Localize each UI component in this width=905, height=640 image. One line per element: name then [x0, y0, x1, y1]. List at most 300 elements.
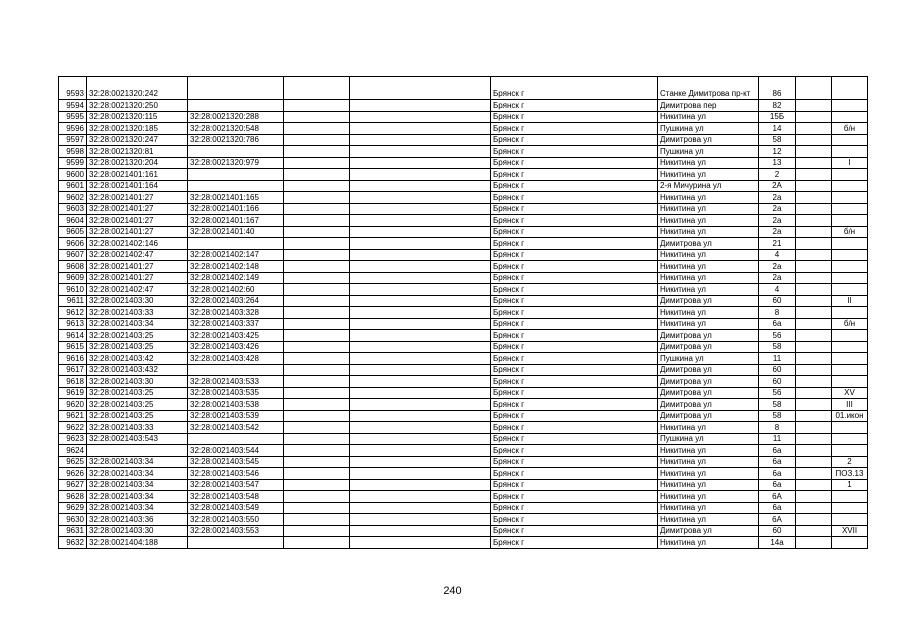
house-number-cell: 2а — [759, 192, 796, 204]
street-cell: Димитрова ул — [658, 330, 759, 342]
table-row — [59, 249, 868, 261]
house-number-cell: 60 — [759, 364, 796, 376]
empty-cell — [796, 468, 832, 480]
empty-cell — [350, 272, 491, 284]
street-cell: Никитина ул — [658, 502, 759, 514]
cadastral-number-secondary-cell: 32:28:0021403:542 — [188, 422, 284, 434]
cadastral-number-cell: 32:28:0021401:27 — [87, 203, 188, 215]
table-row — [59, 468, 868, 480]
empty-cell — [284, 387, 350, 399]
street-cell: Пушкина ул — [658, 123, 759, 135]
house-number-cell: 58 — [759, 341, 796, 353]
table-row — [59, 295, 868, 307]
table-row — [59, 479, 868, 491]
house-number-cell: 2А — [759, 180, 796, 192]
city-cell: Брянск г — [491, 410, 658, 422]
cadastral-number-cell: 32:28:0021401:164 — [87, 180, 188, 192]
empty-cell — [350, 456, 491, 468]
cadastral-number-secondary-cell: 32:28:0021401:165 — [188, 192, 284, 204]
table-row — [59, 514, 868, 526]
city-cell: Брянск г — [491, 502, 658, 514]
street-cell: Никитина ул — [658, 456, 759, 468]
table-row — [59, 272, 868, 284]
house-number-cell: 56 — [759, 330, 796, 342]
row-number-cell: 9599 — [59, 157, 87, 169]
premises-cell: XVII — [832, 525, 868, 537]
city-cell: Брянск г — [491, 123, 658, 135]
table-row — [59, 445, 868, 457]
street-cell: Димитрова ул — [658, 387, 759, 399]
cadastral-number-secondary-cell: 32:28:0021403:550 — [188, 514, 284, 526]
row-number-cell: 9616 — [59, 353, 87, 365]
empty-cell — [284, 341, 350, 353]
house-number-cell: 2а — [759, 272, 796, 284]
empty-cell — [350, 364, 491, 376]
street-cell: Никитина ул — [658, 318, 759, 330]
empty-cell — [350, 525, 491, 537]
premises-cell: II — [832, 295, 868, 307]
city-cell: Брянск г — [491, 433, 658, 445]
premises-cell — [832, 502, 868, 514]
empty-cell — [796, 525, 832, 537]
street-cell: Станке Димитрова пр-кт — [658, 77, 759, 100]
table-row — [59, 318, 868, 330]
cadastral-number-secondary-cell: 32:28:0021403:538 — [188, 399, 284, 411]
city-cell: Брянск г — [491, 341, 658, 353]
street-cell: Никитина ул — [658, 226, 759, 238]
cadastral-number-cell: 32:28:0021320:247 — [87, 134, 188, 146]
empty-cell — [284, 479, 350, 491]
house-number-cell: 56 — [759, 387, 796, 399]
city-cell: Брянск г — [491, 238, 658, 250]
table-body — [59, 77, 868, 549]
city-cell: Брянск г — [491, 445, 658, 457]
row-number-cell: 9605 — [59, 226, 87, 238]
city-cell: Брянск г — [491, 422, 658, 434]
house-number-cell: 2а — [759, 226, 796, 238]
city-cell: Брянск г — [491, 399, 658, 411]
empty-cell — [350, 192, 491, 204]
empty-cell — [796, 123, 832, 135]
cadastral-number-secondary-cell: 32:28:0021402:147 — [188, 249, 284, 261]
row-number-cell: 9608 — [59, 261, 87, 273]
premises-cell — [832, 146, 868, 158]
street-cell: Димитрова ул — [658, 376, 759, 388]
house-number-cell: 12 — [759, 146, 796, 158]
row-number-cell: 9601 — [59, 180, 87, 192]
house-number-cell: 8 — [759, 422, 796, 434]
street-cell: Димитрова ул — [658, 364, 759, 376]
table-row — [59, 399, 868, 411]
row-number-cell: 9606 — [59, 238, 87, 250]
house-number-cell: 6а — [759, 479, 796, 491]
empty-cell — [284, 284, 350, 296]
empty-cell — [284, 353, 350, 365]
empty-cell — [796, 514, 832, 526]
empty-cell — [350, 399, 491, 411]
table-row — [59, 226, 868, 238]
cadastral-number-cell: 32:28:0021402:47 — [87, 249, 188, 261]
empty-cell — [796, 203, 832, 215]
cadastral-number-secondary-cell — [188, 238, 284, 250]
cadastral-number-cell: 32:28:0021401:27 — [87, 192, 188, 204]
empty-cell — [796, 364, 832, 376]
empty-cell — [796, 146, 832, 158]
empty-cell — [796, 157, 832, 169]
empty-cell — [284, 399, 350, 411]
row-number-cell: 9622 — [59, 422, 87, 434]
empty-cell — [350, 330, 491, 342]
premises-cell — [832, 422, 868, 434]
city-cell: Брянск г — [491, 295, 658, 307]
empty-cell — [796, 111, 832, 123]
row-number-cell: 9596 — [59, 123, 87, 135]
house-number-cell: 58 — [759, 399, 796, 411]
empty-cell — [350, 491, 491, 503]
row-number-cell: 9627 — [59, 479, 87, 491]
city-cell: Брянск г — [491, 525, 658, 537]
house-number-cell: 60 — [759, 295, 796, 307]
empty-cell — [284, 364, 350, 376]
house-number-cell: 58 — [759, 134, 796, 146]
empty-cell — [796, 353, 832, 365]
cadastral-number-secondary-cell: 32:28:0021402:148 — [188, 261, 284, 273]
city-cell: Брянск г — [491, 146, 658, 158]
street-cell: Никитина ул — [658, 272, 759, 284]
cadastral-number-secondary-cell: 32:28:0021403:539 — [188, 410, 284, 422]
cadastral-number-secondary-cell: 32:28:0021403:337 — [188, 318, 284, 330]
cadastral-number-cell: 32:28:0021401:27 — [87, 226, 188, 238]
house-number-cell: 8 — [759, 307, 796, 319]
empty-cell — [796, 422, 832, 434]
row-number-cell: 9595 — [59, 111, 87, 123]
empty-cell — [284, 525, 350, 537]
table-row — [59, 341, 868, 353]
cadastral-number-cell: 32:28:0021320:204 — [87, 157, 188, 169]
empty-cell — [284, 249, 350, 261]
empty-cell — [796, 249, 832, 261]
house-number-cell: 11 — [759, 353, 796, 365]
cadastral-number-secondary-cell: 32:28:0021403:264 — [188, 295, 284, 307]
empty-cell — [284, 77, 350, 100]
cadastral-number-cell: 32:28:0021403:34 — [87, 491, 188, 503]
row-number-cell: 9619 — [59, 387, 87, 399]
cadastral-number-secondary-cell: 32:28:0021403:533 — [188, 376, 284, 388]
cadastral-number-cell: 32:28:0021403:543 — [87, 433, 188, 445]
cadastral-number-secondary-cell — [188, 364, 284, 376]
table-row — [59, 307, 868, 319]
row-number-cell: 9610 — [59, 284, 87, 296]
premises-cell — [832, 180, 868, 192]
house-number-cell: 15Б — [759, 111, 796, 123]
cadastral-number-cell: 32:28:0021402:47 — [87, 284, 188, 296]
empty-cell — [796, 100, 832, 112]
table-row — [59, 364, 868, 376]
empty-cell — [350, 157, 491, 169]
city-cell: Брянск г — [491, 468, 658, 480]
empty-cell — [350, 111, 491, 123]
empty-cell — [350, 341, 491, 353]
row-number-cell: 9617 — [59, 364, 87, 376]
premises-cell: 01.икон — [832, 410, 868, 422]
premises-cell: XV — [832, 387, 868, 399]
city-cell: Брянск г — [491, 318, 658, 330]
table-row — [59, 330, 868, 342]
empty-cell — [796, 192, 832, 204]
empty-cell — [796, 491, 832, 503]
cadastral-number-cell: 32:28:0021403:25 — [87, 387, 188, 399]
row-number-cell: 9623 — [59, 433, 87, 445]
street-cell: Димитрова пер — [658, 100, 759, 112]
street-cell: Никитина ул — [658, 514, 759, 526]
empty-cell — [796, 180, 832, 192]
row-number-cell: 9604 — [59, 215, 87, 227]
row-number-cell: 9625 — [59, 456, 87, 468]
table-row — [59, 215, 868, 227]
street-cell: Никитина ул — [658, 307, 759, 319]
house-number-cell: 2а — [759, 203, 796, 215]
cadastral-number-secondary-cell: 32:28:0021403:544 — [188, 445, 284, 457]
cadastral-number-cell: 32:28:0021401:27 — [87, 215, 188, 227]
row-number-cell: 9621 — [59, 410, 87, 422]
house-number-cell: 6а — [759, 445, 796, 457]
row-number-cell: 9615 — [59, 341, 87, 353]
premises-cell — [832, 77, 868, 100]
street-cell: Димитрова ул — [658, 399, 759, 411]
house-number-cell: 60 — [759, 376, 796, 388]
street-cell: Димитрова ул — [658, 341, 759, 353]
empty-cell — [796, 330, 832, 342]
premises-cell — [832, 445, 868, 457]
city-cell: Брянск г — [491, 284, 658, 296]
table-row — [59, 203, 868, 215]
city-cell: Брянск г — [491, 364, 658, 376]
house-number-cell: 6а — [759, 318, 796, 330]
city-cell: Брянск г — [491, 111, 658, 123]
city-cell: Брянск г — [491, 169, 658, 181]
premises-cell — [832, 169, 868, 181]
table-row — [59, 192, 868, 204]
property-register-table — [58, 76, 868, 549]
street-cell: Никитина ул — [658, 215, 759, 227]
row-number-cell: 9597 — [59, 134, 87, 146]
empty-cell — [796, 456, 832, 468]
table-row — [59, 100, 868, 112]
empty-cell — [350, 249, 491, 261]
empty-cell — [350, 180, 491, 192]
premises-cell — [832, 238, 868, 250]
row-number-cell: 9614 — [59, 330, 87, 342]
empty-cell — [350, 422, 491, 434]
table-row — [59, 353, 868, 365]
cadastral-number-secondary-cell: 32:28:0021403:535 — [188, 387, 284, 399]
city-cell: Брянск г — [491, 203, 658, 215]
street-cell: Никитина ул — [658, 468, 759, 480]
premises-cell — [832, 100, 868, 112]
cadastral-number-secondary-cell: 32:28:0021403:426 — [188, 341, 284, 353]
empty-cell — [796, 134, 832, 146]
row-number-cell: 9613 — [59, 318, 87, 330]
premises-cell — [832, 272, 868, 284]
premises-cell: б/н — [832, 123, 868, 135]
cadastral-number-cell: 32:28:0021403:432 — [87, 364, 188, 376]
table-row — [59, 123, 868, 135]
city-cell: Брянск г — [491, 261, 658, 273]
empty-cell — [350, 353, 491, 365]
cadastral-number-cell: 32:28:0021403:34 — [87, 468, 188, 480]
empty-cell — [350, 318, 491, 330]
street-cell: Димитрова ул — [658, 410, 759, 422]
city-cell: Брянск г — [491, 180, 658, 192]
row-number-cell: 9629 — [59, 502, 87, 514]
table-row — [59, 77, 868, 100]
empty-cell — [284, 433, 350, 445]
table-row — [59, 238, 868, 250]
row-number-cell: 9600 — [59, 169, 87, 181]
city-cell: Брянск г — [491, 387, 658, 399]
street-cell: Никитина ул — [658, 261, 759, 273]
street-cell: Димитрова ул — [658, 295, 759, 307]
empty-cell — [284, 111, 350, 123]
street-cell: Никитина ул — [658, 537, 759, 549]
cadastral-number-cell: 32:28:0021403:34 — [87, 502, 188, 514]
row-number-cell: 9630 — [59, 514, 87, 526]
row-number-cell: 9598 — [59, 146, 87, 158]
cadastral-number-secondary-cell — [188, 146, 284, 158]
empty-cell — [350, 77, 491, 100]
empty-cell — [350, 376, 491, 388]
table-row — [59, 111, 868, 123]
empty-cell — [796, 318, 832, 330]
empty-cell — [796, 502, 832, 514]
table-row — [59, 537, 868, 549]
table-row — [59, 157, 868, 169]
premises-cell: ПОЗ.13 — [832, 468, 868, 480]
cadastral-number-cell: 32:28:0021403:25 — [87, 341, 188, 353]
empty-cell — [796, 284, 832, 296]
empty-cell — [350, 169, 491, 181]
cadastral-number-secondary-cell — [188, 537, 284, 549]
empty-cell — [284, 180, 350, 192]
street-cell: Никитина ул — [658, 157, 759, 169]
premises-cell — [832, 307, 868, 319]
row-number-cell: 9603 — [59, 203, 87, 215]
city-cell: Брянск г — [491, 514, 658, 526]
street-cell: 2-я Мичурина ул — [658, 180, 759, 192]
cadastral-number-secondary-cell: 32:28:0021403:548 — [188, 491, 284, 503]
empty-cell — [350, 537, 491, 549]
street-cell: Никитина ул — [658, 203, 759, 215]
cadastral-number-cell: 32:28:0021403:34 — [87, 479, 188, 491]
city-cell: Брянск г — [491, 215, 658, 227]
street-cell: Пушкина ул — [658, 433, 759, 445]
cadastral-number-cell: 32:28:0021403:25 — [87, 410, 188, 422]
empty-cell — [284, 514, 350, 526]
premises-cell — [832, 514, 868, 526]
empty-cell — [350, 146, 491, 158]
house-number-cell: 6а — [759, 456, 796, 468]
row-number-cell: 9618 — [59, 376, 87, 388]
empty-cell — [350, 295, 491, 307]
empty-cell — [796, 226, 832, 238]
empty-cell — [284, 318, 350, 330]
cadastral-number-cell: 32:28:0021403:42 — [87, 353, 188, 365]
cadastral-number-cell: 32:28:0021404:188 — [87, 537, 188, 549]
table-row — [59, 456, 868, 468]
empty-cell — [284, 215, 350, 227]
cadastral-number-cell: 32:28:0021403:25 — [87, 399, 188, 411]
premises-cell — [832, 111, 868, 123]
empty-cell — [796, 77, 832, 100]
city-cell: Брянск г — [491, 192, 658, 204]
premises-cell — [832, 203, 868, 215]
city-cell: Брянск г — [491, 157, 658, 169]
empty-cell — [350, 284, 491, 296]
empty-cell — [350, 226, 491, 238]
cadastral-number-secondary-cell: 32:28:0021403:549 — [188, 502, 284, 514]
cadastral-number-secondary-cell: 32:28:0021403:545 — [188, 456, 284, 468]
city-cell: Брянск г — [491, 77, 658, 100]
table-row — [59, 169, 868, 181]
premises-cell: б/н — [832, 226, 868, 238]
premises-cell — [832, 330, 868, 342]
premises-cell — [832, 491, 868, 503]
empty-cell — [350, 238, 491, 250]
cadastral-number-secondary-cell: 32:28:0021320:288 — [188, 111, 284, 123]
empty-cell — [350, 445, 491, 457]
premises-cell — [832, 215, 868, 227]
empty-cell — [284, 468, 350, 480]
empty-cell — [796, 295, 832, 307]
street-cell: Никитина ул — [658, 445, 759, 457]
empty-cell — [284, 238, 350, 250]
row-number-cell: 9611 — [59, 295, 87, 307]
row-number-cell: 9626 — [59, 468, 87, 480]
cadastral-number-cell: 32:28:0021320:185 — [87, 123, 188, 135]
city-cell: Брянск г — [491, 272, 658, 284]
cadastral-number-secondary-cell: 32:28:0021403:328 — [188, 307, 284, 319]
street-cell: Никитина ул — [658, 169, 759, 181]
cadastral-number-secondary-cell: 32:28:0021403:547 — [188, 479, 284, 491]
cadastral-number-secondary-cell: 32:28:0021320:979 — [188, 157, 284, 169]
cadastral-number-cell: 32:28:0021320:250 — [87, 100, 188, 112]
cadastral-number-secondary-cell: 32:28:0021401:40 — [188, 226, 284, 238]
empty-cell — [350, 502, 491, 514]
city-cell: Брянск г — [491, 134, 658, 146]
cadastral-number-secondary-cell: 32:28:0021401:167 — [188, 215, 284, 227]
cadastral-number-cell: 32:28:0021403:34 — [87, 318, 188, 330]
city-cell: Брянск г — [491, 537, 658, 549]
premises-cell — [832, 341, 868, 353]
empty-cell — [284, 157, 350, 169]
street-cell: Никитина ул — [658, 111, 759, 123]
street-cell: Пушкина ул — [658, 353, 759, 365]
city-cell: Брянск г — [491, 491, 658, 503]
street-cell: Димитрова ул — [658, 238, 759, 250]
premises-cell: I — [832, 157, 868, 169]
cadastral-number-cell: 32:28:0021403:36 — [87, 514, 188, 526]
street-cell: Никитина ул — [658, 422, 759, 434]
cadastral-number-secondary-cell: 32:28:0021403:553 — [188, 525, 284, 537]
premises-cell — [832, 537, 868, 549]
empty-cell — [796, 341, 832, 353]
city-cell: Брянск г — [491, 456, 658, 468]
row-number-cell: 9620 — [59, 399, 87, 411]
row-number-cell: 9593 — [59, 77, 87, 100]
cadastral-number-cell: 32:28:0021403:30 — [87, 376, 188, 388]
premises-cell: 1 — [832, 479, 868, 491]
house-number-cell: 2а — [759, 261, 796, 273]
